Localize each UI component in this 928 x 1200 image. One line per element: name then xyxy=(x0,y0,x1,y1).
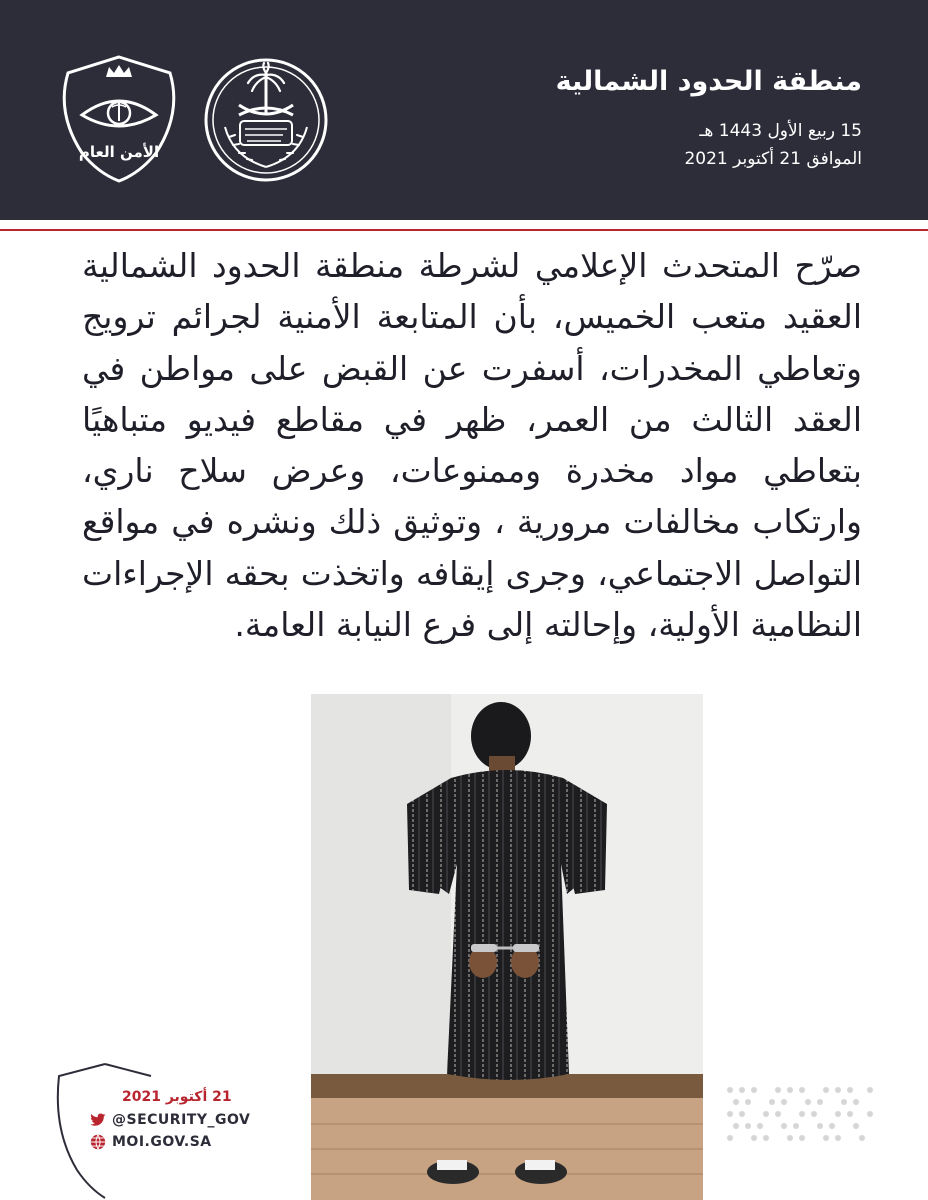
ministry-emblem-icon xyxy=(203,57,329,183)
public-security-shield-icon xyxy=(56,53,182,185)
suspect-photo xyxy=(311,694,703,1200)
region-title: منطقة الحدود الشمالية xyxy=(555,66,862,97)
website-row[interactable] xyxy=(90,1134,270,1150)
footer-info xyxy=(90,1088,270,1150)
hijri-date: 15 ربيع الأول 1443 هـ xyxy=(699,121,862,142)
gregorian-date: الموافق 21 أكتوبر 2021 xyxy=(684,149,862,170)
twitter-icon xyxy=(90,1113,106,1127)
website-url: MOI.GOV.SA xyxy=(112,1134,212,1150)
decorative-dots-icon xyxy=(720,1082,880,1146)
globe-icon xyxy=(90,1134,106,1150)
footer-date: 21 أكتوبر 2021 xyxy=(122,1089,232,1105)
header-text xyxy=(502,66,862,171)
security-logo-text: الأمن العام xyxy=(78,143,160,161)
twitter-row[interactable] xyxy=(90,1112,270,1128)
twitter-handle: @SECURITY_GOV xyxy=(112,1112,251,1128)
statement-text: صرّح المتحدث الإعلامي لشرطة منطقة الحدود الشمالية العقيد متعب الخميس، بأن المتابعة الأمنية لجرائم ترويج وتعاطي المخدرات، أسفرت عن القبض على مواطن في العقد الثالث من العمر، ظهر في مقاطع فيديو متباهيًا بتعاطي مواد مخدرة وممنوعات، وعرض سلاح ناري، وارتكاب مخالفات مرورية ، وتوثيق ذلك ونشره في مواقع التواصل الاجتماعي، وجرى إيقافه واتخذت بحقه الإجراءات النظامية الأولية، وإحالته إلى فرع النيابة العامة. xyxy=(82,246,862,645)
header-divider xyxy=(0,229,928,231)
header-banner xyxy=(0,0,928,220)
